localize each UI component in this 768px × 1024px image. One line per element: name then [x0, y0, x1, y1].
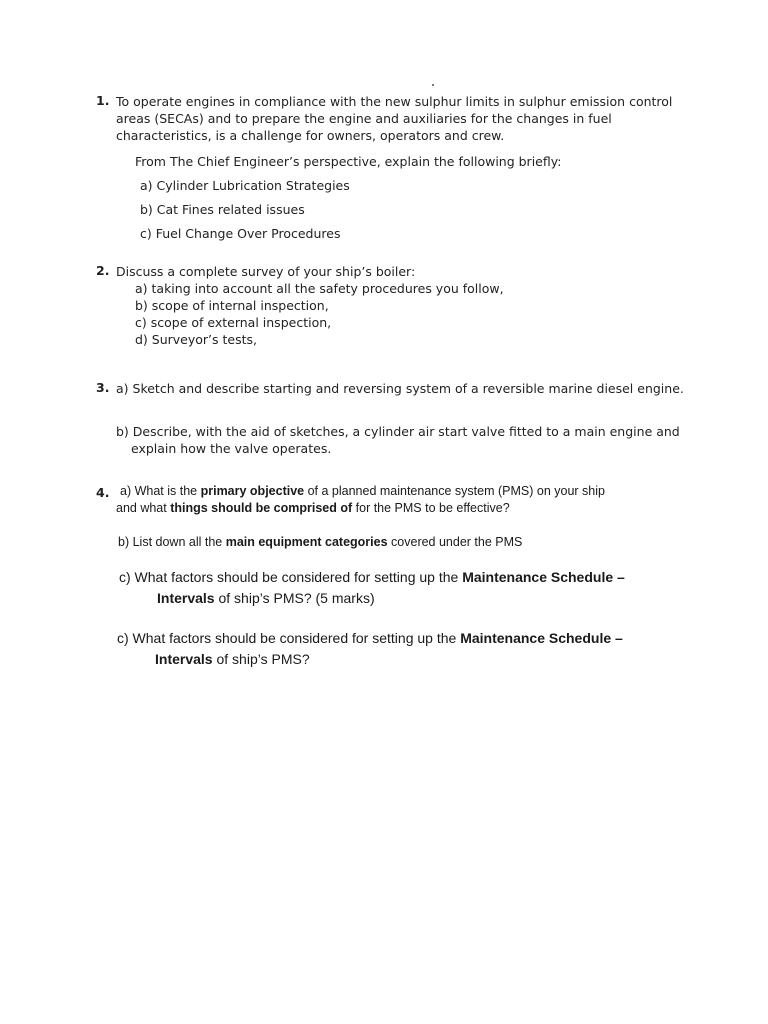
question-2-part-d: d) Surveyor’s tests,: [135, 332, 258, 347]
question-1-part-a: a) Cylinder Lubrication Strategies: [140, 178, 350, 193]
question-1-part-b: b) Cat Fines related issues: [140, 202, 305, 217]
question-3-number: 3.: [96, 380, 110, 395]
question-1-line-2: areas (SECAs) and to prepare the engine and auxiliaries for the changes in fuel: [116, 111, 612, 126]
question-4-part-c-first-line-2: Intervals of ship’s PMS? (5 marks): [157, 590, 375, 606]
question-4-part-a-line-2: and what things should be comprised of for the PMS to be effective?: [116, 501, 510, 515]
question-2-part-c: c) scope of external inspection,: [135, 315, 332, 330]
question-4-part-c-second-line-1: c) What factors should be considered for setting up the Maintenance Schedule –: [117, 630, 623, 646]
question-3-part-b-line-1: b) Describe, with the aid of sketches, a cylinder air start valve fitted to a main engine and: [116, 424, 680, 439]
question-4-part-c-second-line-2: Intervals of ship’s PMS?: [155, 651, 310, 667]
question-2-part-b: b) scope of internal inspection,: [135, 298, 329, 313]
scan-speck: [432, 84, 434, 86]
question-4-part-c-first-line-1: c) What factors should be considered for setting up the Maintenance Schedule –: [119, 569, 625, 585]
question-2-line-1: Discuss a complete survey of your ship’s boiler:: [116, 264, 416, 279]
question-4-part-b: b) List down all the main equipment categories covered under the PMS: [118, 535, 523, 549]
question-2-number: 2.: [96, 263, 110, 278]
question-3-part-a: a) Sketch and describe starting and reversing system of a reversible marine diesel engine.: [116, 381, 684, 396]
question-4-number: 4.: [96, 485, 110, 500]
question-1-line-3: characteristics, is a challenge for owners, operators and crew.: [116, 128, 505, 143]
question-1-number: 1.: [96, 93, 110, 108]
question-1-part-c: c) Fuel Change Over Procedures: [140, 226, 341, 241]
question-1-intro: From The Chief Engineer’s perspective, explain the following briefly:: [135, 154, 562, 169]
question-3-part-b-line-2: explain how the valve operates.: [131, 441, 332, 456]
question-2-part-a: a) taking into account all the safety procedures you follow,: [135, 281, 504, 296]
question-4-part-a-line-1: a) What is the primary objective of a planned maintenance system (PMS) on your ship: [120, 484, 605, 498]
question-1-line-1: To operate engines in compliance with the new sulphur limits in sulphur emission control: [116, 94, 673, 109]
